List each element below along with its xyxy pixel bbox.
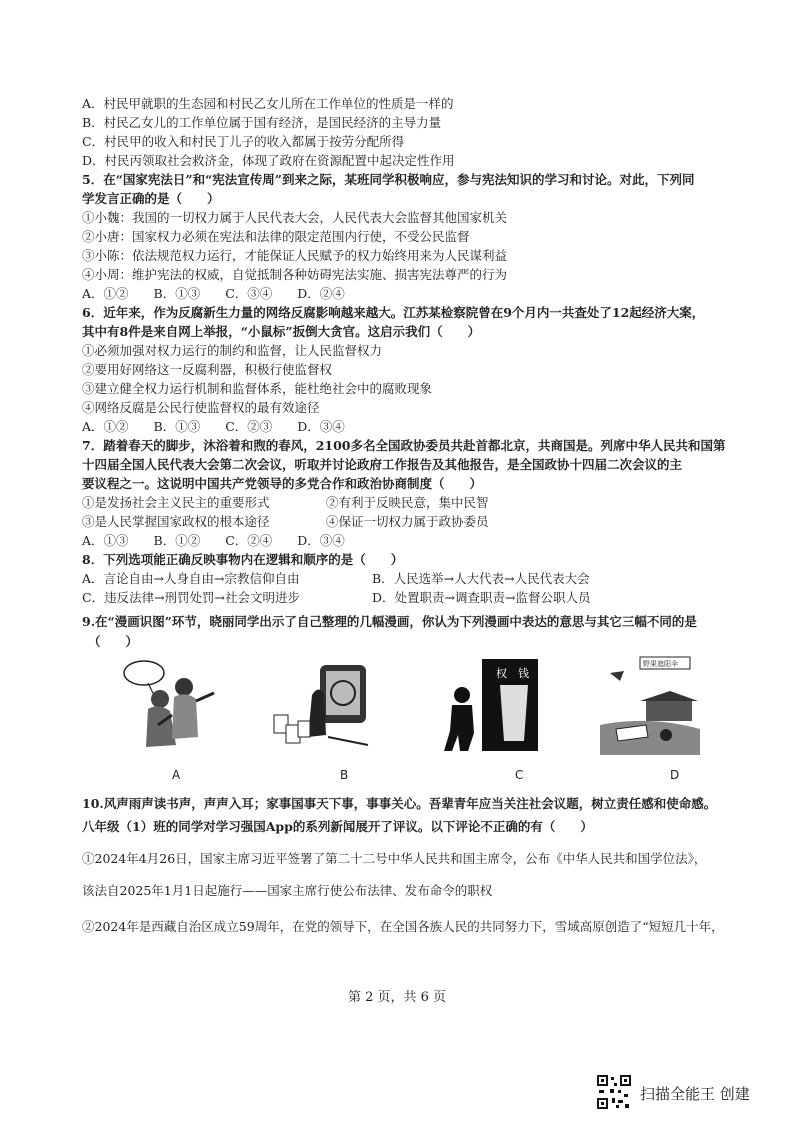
- q8-option-a: A．言论自由→人身自由→宗教信仰自由: [82, 571, 300, 586]
- question-8-stem: 8．下列选项能正确反映事物内在逻辑和顺序的是（ ）: [82, 552, 404, 567]
- q6-statement-3: ③建立健全权力运行机制和监督体系，能杜绝社会中的腐败现象: [82, 381, 433, 396]
- question-6-stem: 6．近年来，作为反腐新生力量的网络反腐影响越来越大。江苏某检察院曾在9个月内一共查处了12起经济大案，: [82, 305, 705, 320]
- q10-item-2: ②2024年是西藏自治区成立59周年，在党的领导下，在全国各族人民的共同努力下，雪域高原创造了“短短几十年，: [82, 919, 724, 934]
- question-7-stem: 7．踏着春天的脚步，沐浴着和煦的春风，2100多名全国政协委员共赴首都北京，共商国是。列席中华人民共和国第: [82, 438, 726, 453]
- q6-statement-1: ①必须加强对权力运行的制约和监督，让人民监督权力: [82, 343, 383, 358]
- q8-option-c: C．违反法律→刑罚处罚→社会文明进步: [82, 590, 301, 605]
- cartoon-c-right-char: 钱: [518, 667, 529, 680]
- q7-option-3: ③是人民掌握国家政权的根本途径: [82, 514, 270, 529]
- cartoon-label-c: C: [515, 768, 524, 782]
- q5-statement-2: ②小唐：国家权力必须在宪法和法律的限定范围内行使，不受公民监督: [82, 229, 470, 244]
- cartoon-a-image: [118, 655, 218, 755]
- q5-statement-1: ①小魏：我国的一切权力属于人民代表大会，人民代表大会监督其他国家机关: [82, 210, 508, 225]
- option-4d: D．村民丙领取社会救济金，体现了政府在资源配置中起决定性作用: [82, 153, 455, 168]
- q5-answers: A．①② B．①③ C．③④ D．②④: [82, 286, 345, 301]
- option-4a: A．村民甲就职的生态园和村民乙女儿所在工作单位的性质是一样的: [82, 96, 454, 111]
- q10-item-1: ①2024年4月26日，国家主席习近平签署了第二十二号中华人民共和国主席令，公布《中华人民共和国学位法》，: [82, 851, 707, 866]
- cartoon-d-image: [600, 655, 700, 755]
- q7-answers: A．①③ B．①② C．②④ D．③④: [82, 533, 345, 548]
- q5-statement-4: ④小周：维护宪法的权威，自觉抵制各种妨碍宪法实施、损害宪法尊严的行为: [82, 267, 508, 282]
- question-7-stem-cont: 十四届全国人民代表大会第二次会议，听取并讨论政府工作报告及其他报告，是全国政协十四届二次会议的主: [82, 457, 683, 472]
- cartoon-label-d: D: [670, 768, 680, 782]
- question-5-stem-cont: 学发言正确的是（ ）: [82, 191, 220, 206]
- question-10-stem: 10.风声雨声读书声，声声入耳；家事国事天下事，事事关心。吾辈青年应当关注社会议题，树立责任感和使命感。: [82, 796, 717, 811]
- page-footer: 第 2 页，共 6 页: [347, 990, 447, 1005]
- cartoon-c-image: [438, 655, 538, 755]
- q5-statement-3: ③小陈：依法规范权力运行，才能保证人民赋予的权力始终用来为人民谋利益: [82, 248, 508, 263]
- q10-item-1-cont: 该法自2025年1月1日起施行——国家主席行使公布法律、发布命令的职权: [82, 883, 493, 898]
- question-10-stem-cont: 八年级（1）班的同学对学习强国App的系列新闻展开了评议。以下评论不正确的有（ ）: [82, 819, 593, 834]
- question-9-blank: （ ）: [88, 634, 139, 649]
- q8-option-d: D．处置职责→调查职责→监督公职人员: [372, 590, 591, 605]
- q8-option-b: B．人民选举→人大代表→人民代表大会: [372, 571, 590, 586]
- question-7-stem-cont2: 要议程之一。这说明中国共产党领导的多党合作和政治协商制度（ ）: [82, 476, 483, 491]
- option-4c: C．村民甲的收入和村民丁儿子的收入都属于按劳分配所得: [82, 134, 405, 149]
- cartoon-c-left-char: 权: [496, 667, 507, 680]
- question-6-stem-cont: 其中有8件是来自网上举报，“小鼠标”扳倒大贪官。这启示我们（ ）: [82, 324, 481, 339]
- q6-answers: A．①② B．①③ C．②③ D．③④: [82, 419, 345, 434]
- q6-statement-2: ②要用好网络这一反腐利器，积极行使监督权: [82, 362, 333, 377]
- q7-option-2: ②有利于反映民意，集中民智: [326, 495, 489, 510]
- cartoon-label-a: A: [172, 768, 181, 782]
- q7-option-4: ④保证一切权力属于政协委员: [326, 514, 489, 529]
- question-5-stem: 5．在“国家宪法日”和“宪法宣传周”到来之际，某班同学积极响应，参与宪法知识的学习和讨论。对此，下列同: [82, 172, 695, 187]
- q7-option-1: ①是发扬社会主义民主的重要形式: [82, 495, 270, 510]
- cartoon-d-sign: 野果遮阳伞: [643, 660, 678, 668]
- question-9-stem: 9.在“漫画识图”环节，晓丽同学出示了自己整理的几幅漫画，你认为下列漫画中表达的意思与其它三幅不同的是: [82, 614, 697, 629]
- cartoon-label-b: B: [340, 768, 349, 782]
- cartoon-b-image: [268, 655, 378, 755]
- option-4b: B．村民乙女儿的工作单位属于国有经济，是国民经济的主导力量: [82, 115, 442, 130]
- q6-statement-4: ④网络反腐是公民行使监督权的最有效途径: [82, 400, 320, 415]
- scanner-brand-label: 扫描全能王 创建: [640, 1085, 750, 1103]
- qr-code-icon: [596, 1074, 632, 1110]
